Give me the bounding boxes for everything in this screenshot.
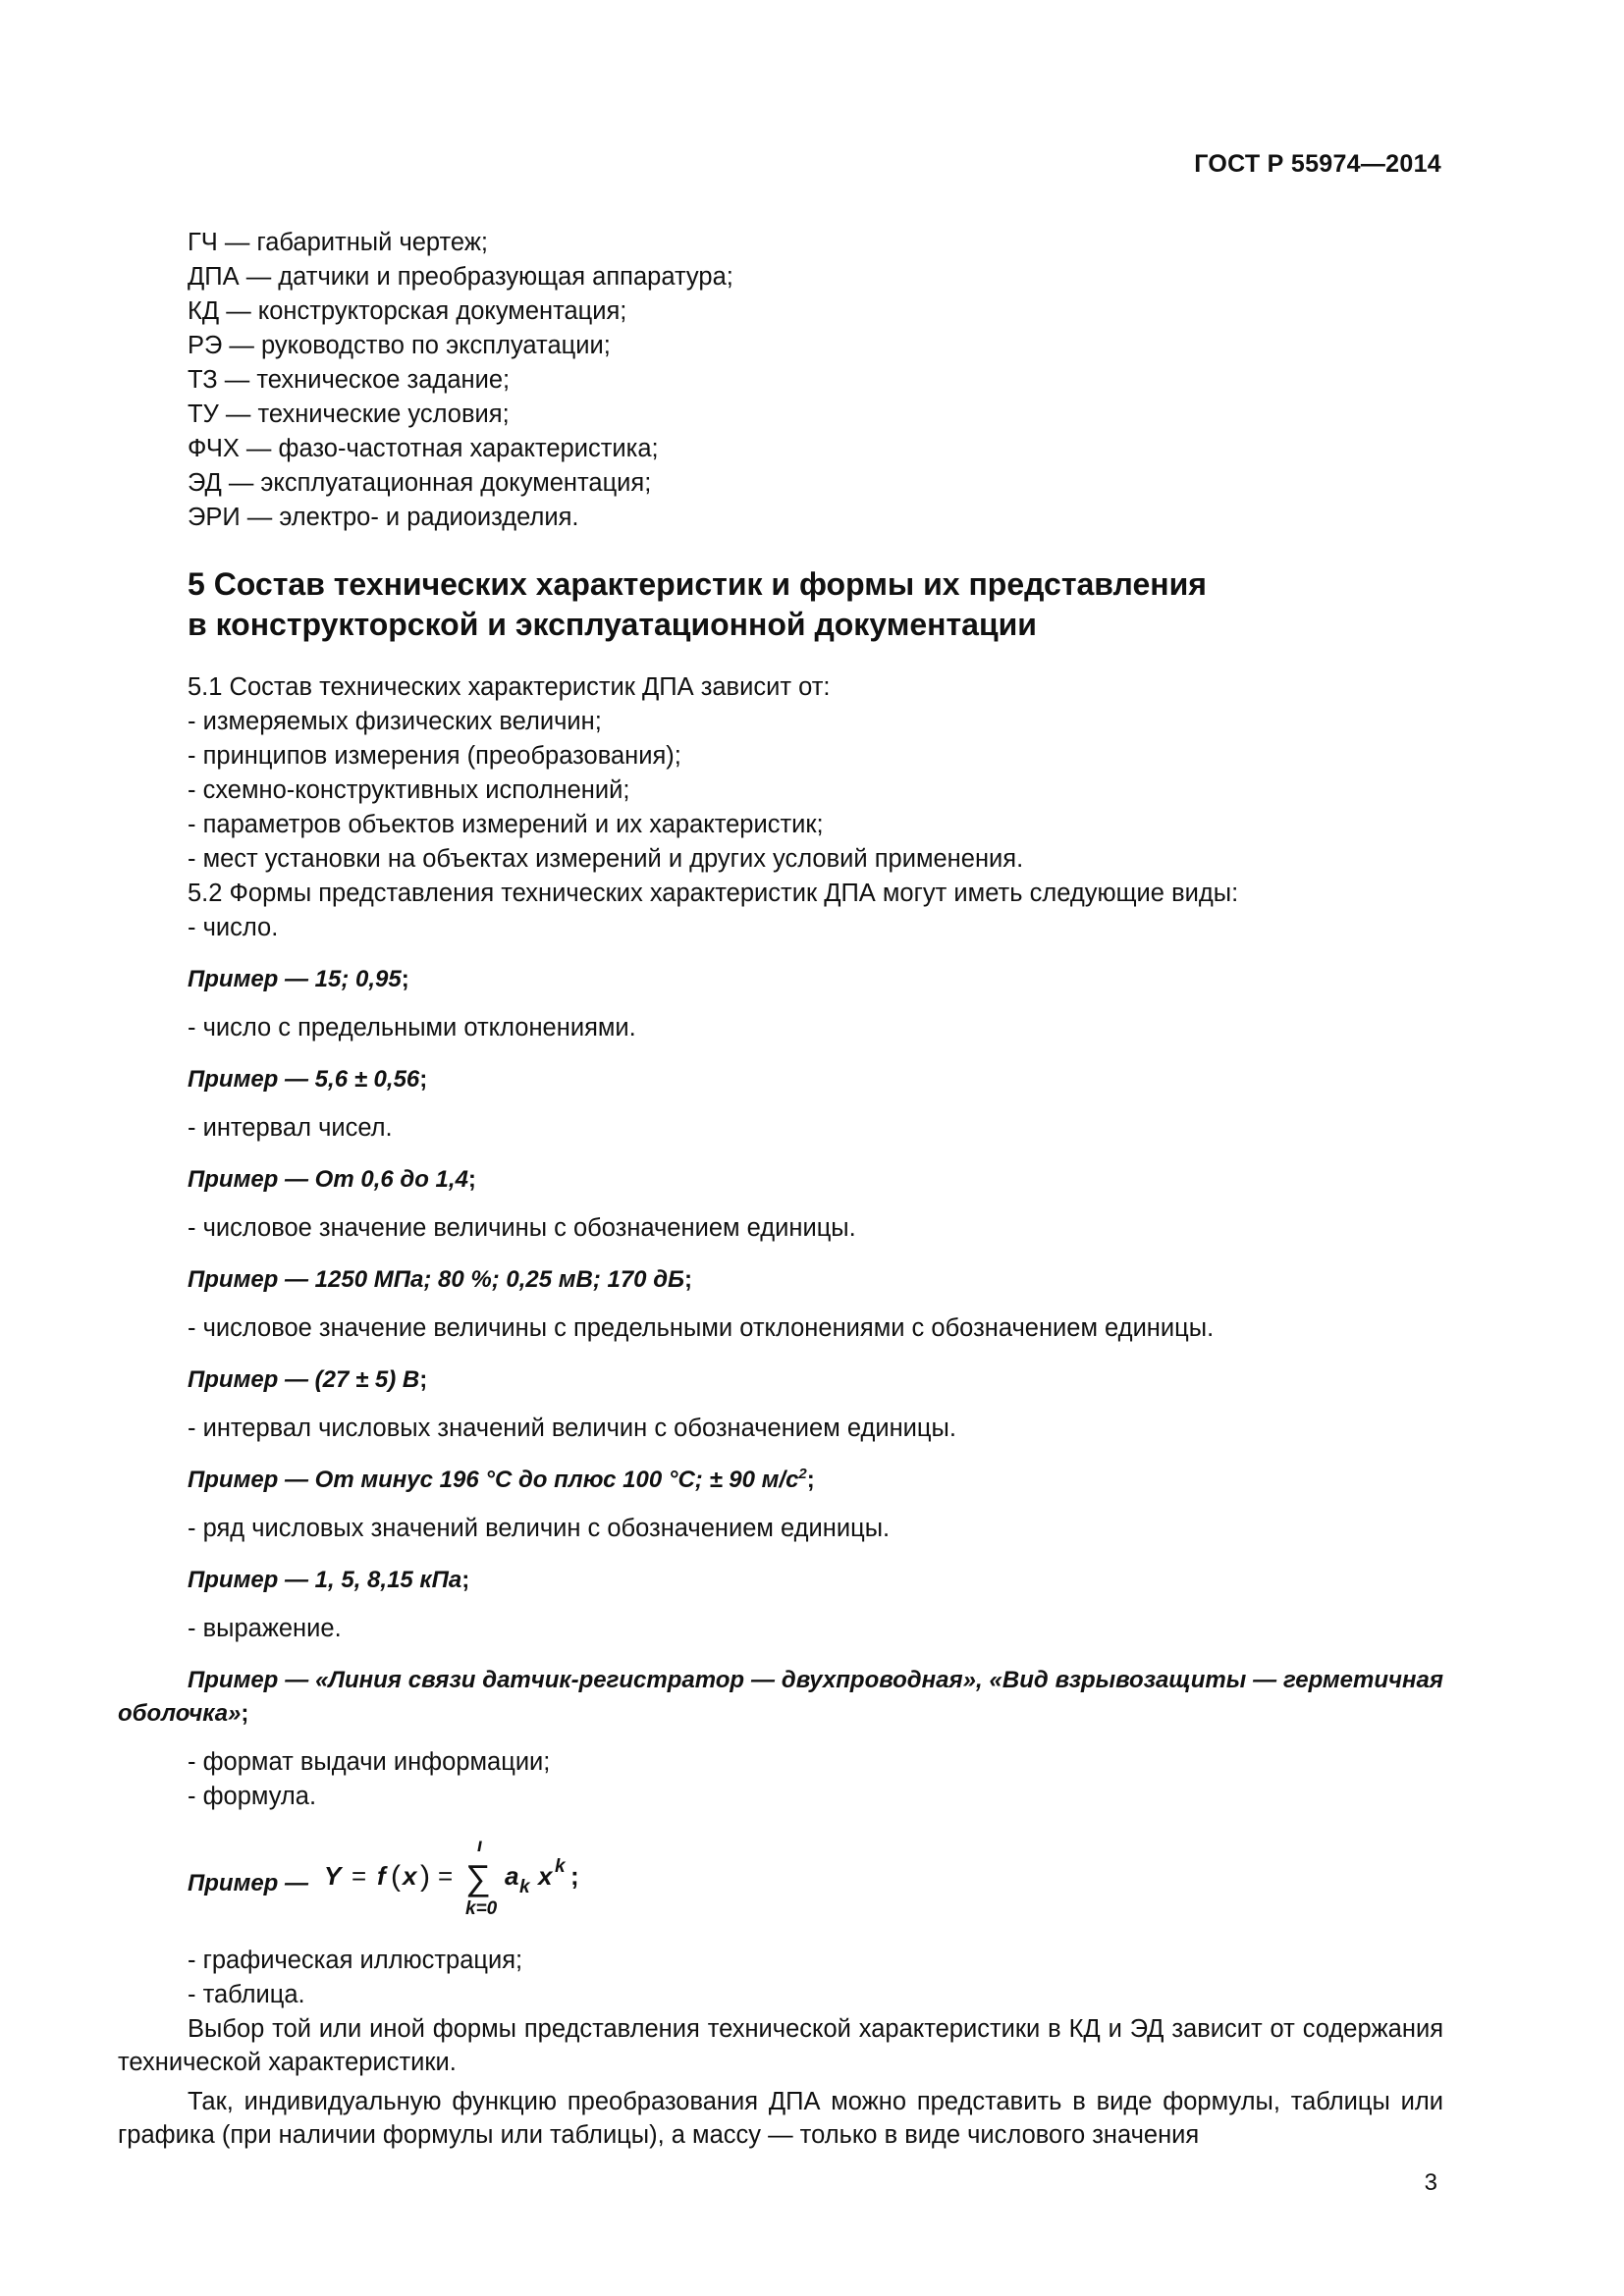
- form-item: - графическая иллюстрация;: [188, 1947, 523, 1974]
- abbreviation-item: ДПА — датчики и преобразующая аппаратура;: [188, 263, 733, 291]
- abbreviation-item: ФЧХ — фазо-частотная характеристика;: [188, 435, 659, 462]
- abbreviation-item: ТЗ — техническое задание;: [188, 366, 511, 394]
- example: Пример — 1250 МПа; 80 %; 0,25 мВ; 170 дБ;: [188, 1266, 693, 1293]
- document-number: ГОСТ Р 55974—2014: [1194, 150, 1441, 178]
- example: Пример — От 0,6 до 1,4;: [188, 1166, 476, 1193]
- clause-5-2-intro: 5.2 Формы представления технических характеристик ДПА могут иметь следующие виды:: [188, 880, 1239, 907]
- page-content: [118, 226, 1443, 2152]
- example: Пример — 5,6 ± 0,56;: [188, 1066, 428, 1093]
- formula-coef-sub: k: [519, 1877, 530, 1897]
- abbreviation-list: [118, 226, 1443, 535]
- abbreviation-item: ЭРИ — электро- и радиоизделия.: [188, 504, 579, 531]
- page-number: 3: [1424, 2169, 1437, 2196]
- form-item: - число с предельными отклонениями.: [188, 1014, 636, 1041]
- formula-var-sup: k: [555, 1856, 566, 1877]
- form-item: - интервал числовых значений величин с обозначением единицы.: [188, 1415, 956, 1442]
- abbreviation-item: ЭД — эксплуатационная документация;: [188, 469, 652, 497]
- form-item: - числовое значение величины с обозначением единицы.: [188, 1214, 856, 1242]
- form-item: - интервал чисел.: [188, 1114, 393, 1142]
- list-item: - схемно-конструктивных исполнений;: [188, 776, 630, 804]
- example: Пример — 15; 0,95;: [188, 966, 409, 992]
- form-item: - выражение.: [188, 1615, 342, 1642]
- formula-paren: (: [391, 1860, 401, 1893]
- section-title: [118, 564, 1443, 645]
- list-item: - измеряемых физических величин;: [188, 708, 602, 735]
- formula-x: x: [403, 1861, 417, 1891]
- formula-eq: =: [438, 1861, 454, 1891]
- formula-var: x: [538, 1861, 553, 1891]
- example: Пример — «Линия связи датчик-регистратор — двухпроводная», «Вид взрывозащиты — герметичная оболочка»;: [118, 1667, 1443, 1727]
- list-item: - параметров объектов измерений и их характеристик;: [188, 811, 824, 838]
- form-item: - формула.: [188, 1783, 317, 1810]
- clause-5-1: [118, 670, 1443, 877]
- formula-eq: =: [352, 1861, 367, 1891]
- form-item: - ряд числовых значений величин с обозначением единицы.: [188, 1515, 891, 1542]
- formula-label: Пример —: [188, 1870, 309, 1896]
- abbreviation-item: ТУ — технические условия;: [188, 400, 510, 428]
- example: Пример — 1, 5, 8,15 кПа;: [188, 1567, 470, 1593]
- clause-5-2: [118, 877, 1443, 2152]
- sum-sign: ∑: [465, 1857, 491, 1897]
- list-item: - принципов измерения (преобразования);: [188, 742, 681, 770]
- paragraph: Выбор той или иной формы представления технической характеристики в КД и ЭД зависит от содержания технической характеристики.: [118, 2015, 1443, 2076]
- sum-lower-limit: k=0: [465, 1898, 498, 1918]
- example: Пример — От минус 196 °С до плюс 100 °С; ± 90 $м/с^2$;: [188, 1466, 815, 1493]
- abbreviation-item: КД — конструкторская документация;: [188, 297, 627, 325]
- form-item: - формат выдачи информации;: [188, 1748, 551, 1776]
- sum-upper-limit: i: [477, 1840, 483, 1856]
- formula-lhs: Y: [324, 1861, 342, 1891]
- section-title-line-1: 5 Состав технических характеристик и формы их представления: [188, 566, 1207, 602]
- clause-5-1-intro: 5.1 Состав технических характеристик ДПА зависит от:: [188, 673, 831, 701]
- formula-paren: ): [420, 1860, 430, 1893]
- form-item: - таблица.: [188, 1981, 305, 2008]
- formula-example: [118, 1840, 1443, 1918]
- formula-end: ;: [570, 1861, 579, 1891]
- section-title-line-2: в конструкторской и эксплуатационной документации: [188, 607, 1037, 642]
- abbreviation-item: РЭ — руководство по эксплуатации;: [188, 332, 611, 359]
- form-item: - числовое значение величины с предельными отклонениями с обозначением единицы.: [188, 1314, 1215, 1342]
- abbreviation-item: ГЧ — габаритный чертеж;: [188, 229, 488, 256]
- paragraph: Так, индивидуальную функцию преобразования ДПА можно представить в виде формулы, таблицы или графика (при наличии формулы или таблицы), а массу — только в виде числового значения: [118, 2088, 1443, 2149]
- formula: [322, 1840, 734, 1918]
- list-item: - мест установки на объектах измерений и других условий применения.: [188, 845, 1024, 873]
- formula-coef: a: [505, 1861, 519, 1891]
- form-item: - число.: [188, 914, 279, 941]
- formula-f: f: [377, 1861, 386, 1891]
- example: Пример — (27 ± 5) В;: [188, 1366, 428, 1393]
